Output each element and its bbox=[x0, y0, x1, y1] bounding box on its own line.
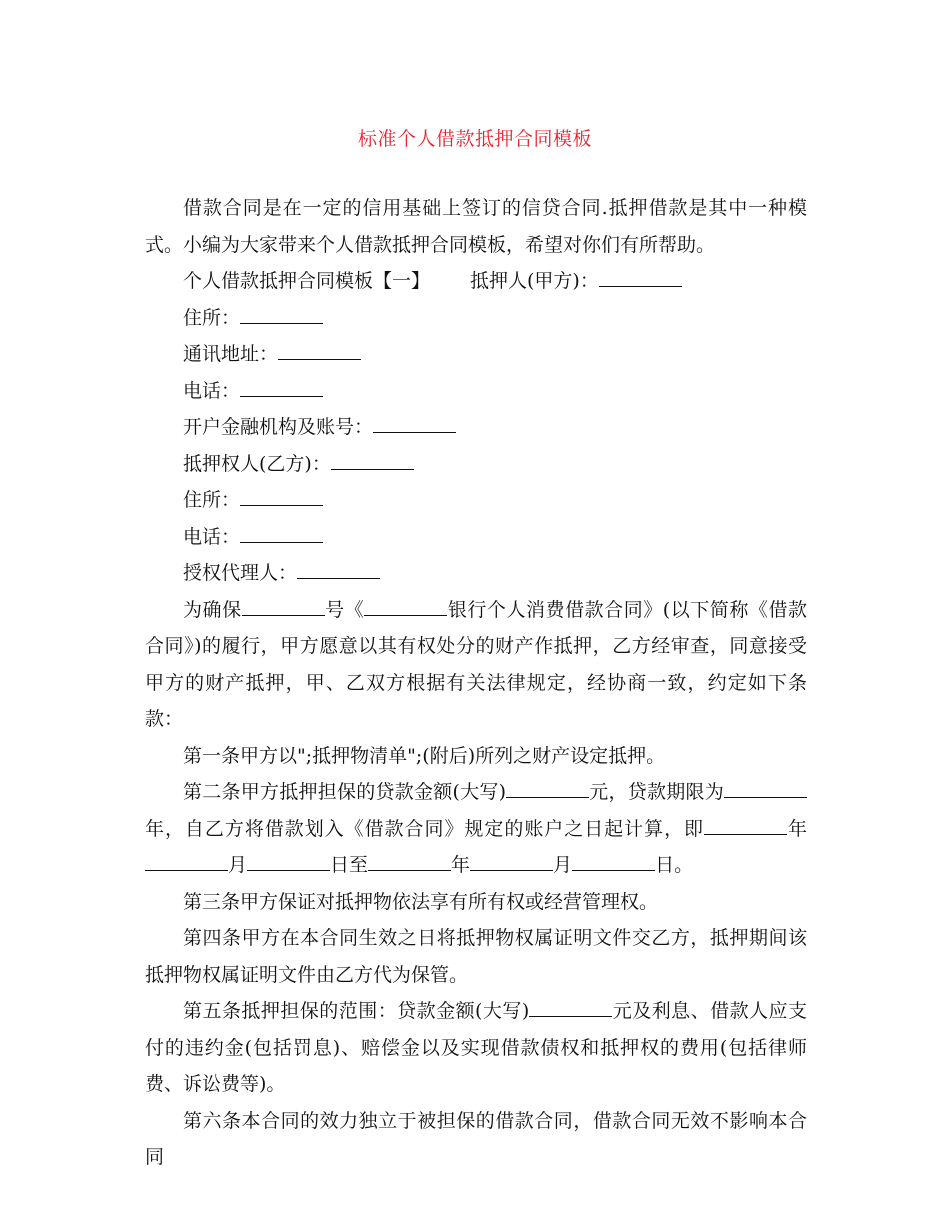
document-body bbox=[145, 190, 807, 1176]
end-month-blank bbox=[470, 853, 553, 871]
template-heading-row bbox=[145, 263, 807, 300]
art2-text-8: 月 bbox=[553, 854, 573, 876]
bank-account-row bbox=[145, 409, 807, 446]
start-year-blank bbox=[704, 817, 787, 835]
phone-row-2 bbox=[145, 519, 807, 556]
art2-text-9: 日。 bbox=[655, 854, 694, 876]
mortgagee-blank bbox=[331, 452, 414, 470]
address-blank-1 bbox=[240, 306, 323, 324]
loan-term-blank bbox=[724, 780, 807, 798]
article-3: 第三条甲方保证对抵押物依法享有所有权或经营管理权。 bbox=[183, 890, 659, 913]
start-day-blank bbox=[247, 853, 330, 871]
mail-address-blank bbox=[278, 342, 361, 360]
address-row-2 bbox=[145, 482, 807, 519]
article-4: 第四条甲方在本合同生效之日将抵押物权属证明文件交乙方，抵押期间该抵押物权属证明文件由乙方代为保管。 bbox=[145, 927, 807, 986]
mortgagor-blank bbox=[599, 269, 682, 287]
loan-amount-blank bbox=[506, 780, 589, 798]
art2-text-5: 月 bbox=[228, 854, 248, 876]
art2-text-6: 日至 bbox=[330, 854, 369, 876]
phone-blank-2 bbox=[240, 525, 323, 543]
agent-row bbox=[145, 555, 807, 592]
art2-text-1: 第二条甲方抵押担保的贷款金额(大写) bbox=[183, 781, 507, 803]
art5-text-1: 第五条抵押担保的范围：贷款金额(大写) bbox=[183, 1000, 530, 1022]
art2-text-2: 元，贷款期限为 bbox=[589, 781, 724, 803]
art2-text-3: 年，自乙方将借款划入《借款合同》规定的账户之日起计算，即 bbox=[145, 817, 705, 840]
address-label-1: 住所： bbox=[183, 306, 241, 329]
article-2 bbox=[145, 774, 807, 884]
mail-address-row bbox=[145, 336, 807, 373]
bank-account-blank bbox=[373, 415, 456, 433]
purpose-text-1: 为确保 bbox=[183, 598, 242, 621]
address-row-1 bbox=[145, 300, 807, 337]
phone-row-1 bbox=[145, 373, 807, 410]
end-day-blank bbox=[572, 853, 655, 871]
template-heading: 个人借款抵押合同模板【一】 bbox=[183, 270, 431, 292]
address-label-2: 住所： bbox=[183, 489, 241, 511]
agent-blank bbox=[297, 561, 380, 579]
document-title: 标准个人借款抵押合同模板 bbox=[357, 128, 592, 150]
contract-number-blank bbox=[242, 598, 325, 616]
article-1: 第一条甲方以";抵押物清单";(附后)所列之财产设定抵押。 bbox=[183, 744, 666, 767]
start-month-blank bbox=[145, 853, 228, 871]
address-blank-2 bbox=[240, 488, 323, 506]
art2-text-7: 年 bbox=[451, 854, 471, 876]
purpose-text-2: 号《 bbox=[324, 598, 365, 621]
agent-label: 授权代理人： bbox=[183, 562, 298, 584]
phone-label-1: 电话： bbox=[183, 379, 241, 402]
bank-name-blank bbox=[364, 598, 447, 616]
mortgagor-label: 抵押人(甲方)： bbox=[470, 270, 599, 292]
phone-blank-1 bbox=[240, 379, 323, 397]
mail-address-label: 通讯地址： bbox=[183, 343, 279, 365]
purpose-text-3: 银行个人消费借款合同》(以下简称《借款合同》)的履行，甲方愿意以其有权处分的财产作抵押，乙方经审查，同意接受甲方的财产抵押，甲、乙双方根据有关法律规定，经协商一致，约定如下条款： bbox=[145, 598, 807, 730]
art2-text-4: 年 bbox=[787, 817, 807, 840]
guarantee-amount-blank bbox=[529, 999, 612, 1017]
intro-paragraph: 借款合同是在一定的信用基础上签订的信贷合同.抵押借款是其中一种模式。小编为大家带来个人借款抵押合同模板，希望对你们有所帮助。 bbox=[145, 197, 807, 256]
mortgagee-label: 抵押权人(乙方)： bbox=[183, 452, 331, 475]
mortgagee-row bbox=[145, 446, 807, 483]
end-year-blank bbox=[368, 853, 451, 871]
article-6: 第六条本合同的效力独立于被担保的借款合同，借款合同无效不影响本合同 bbox=[145, 1109, 807, 1168]
bank-account-label: 开户金融机构及账号： bbox=[183, 416, 374, 438]
phone-label-2: 电话： bbox=[183, 525, 241, 548]
purpose-paragraph bbox=[145, 592, 807, 738]
article-5 bbox=[145, 993, 807, 1103]
art5-text-2: 元及利息、借款人应支付的违约金(包括罚息)、赔偿金以及实现借款债权和抵押权的费用(包括律师费、诉讼费等)。 bbox=[145, 1000, 807, 1095]
